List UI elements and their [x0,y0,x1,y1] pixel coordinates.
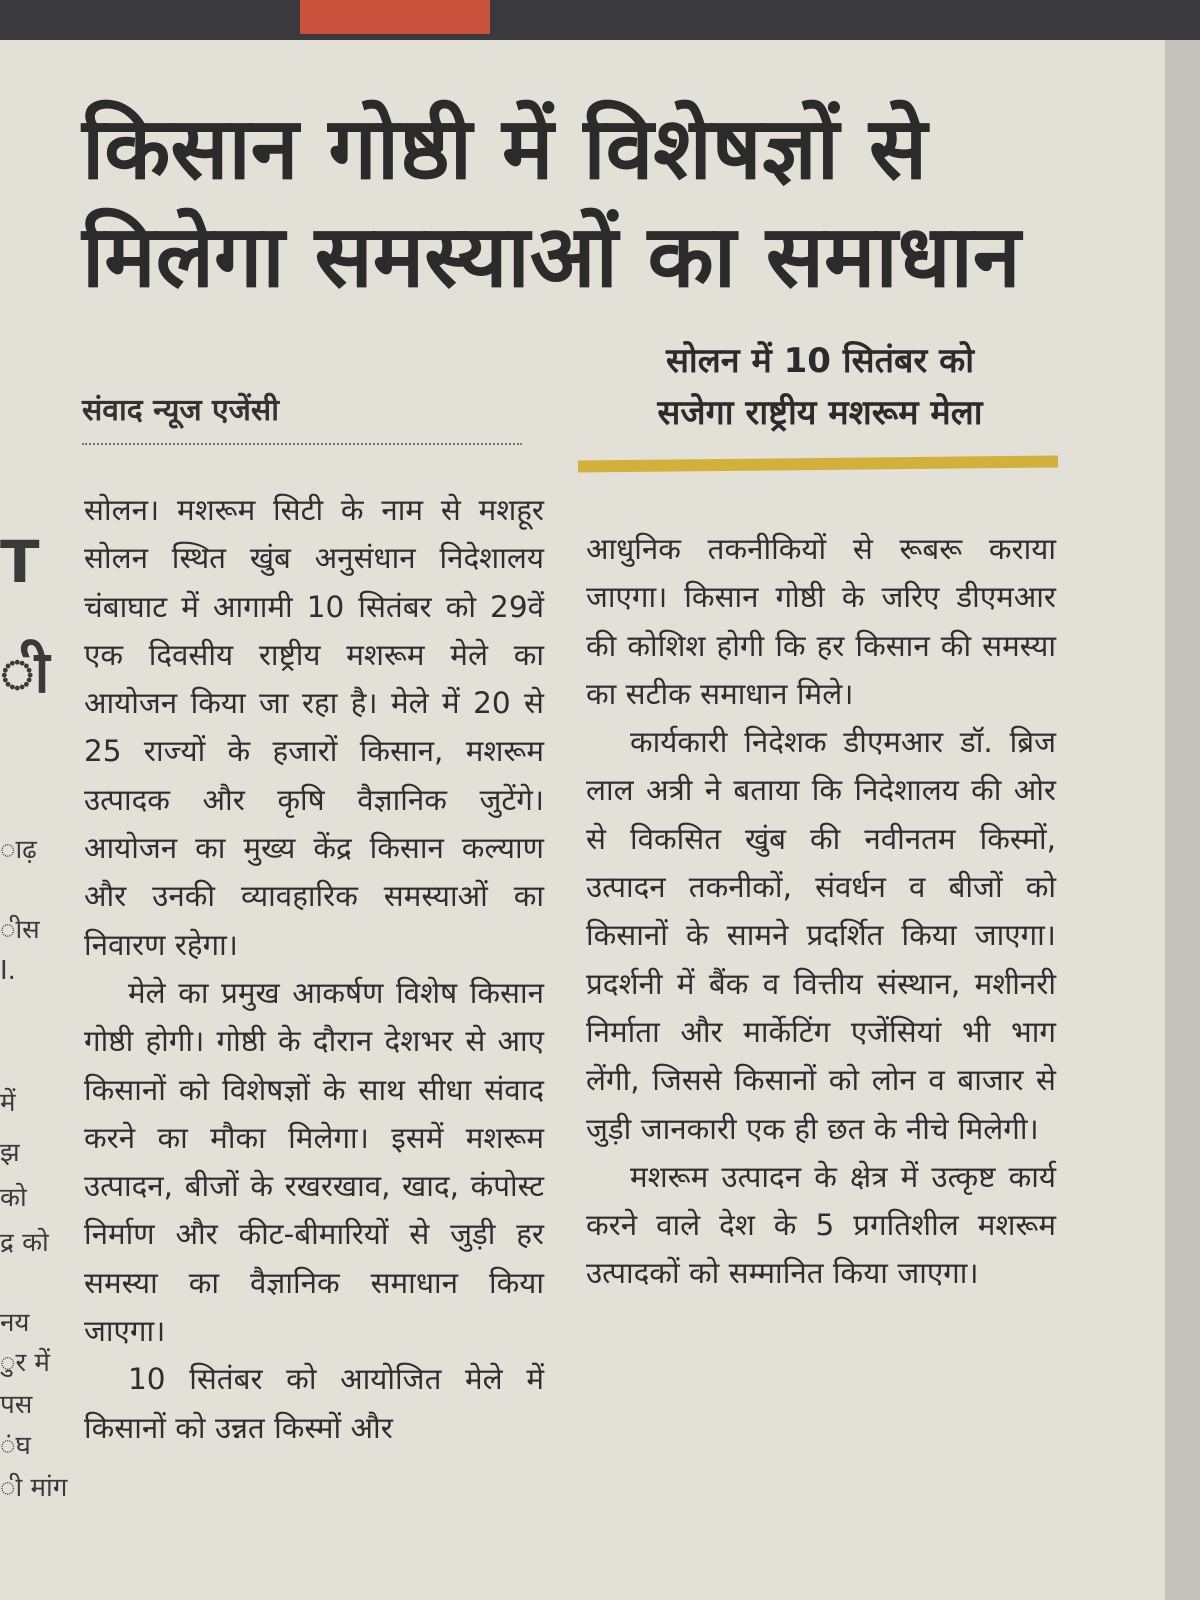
paragraph: सोलन। मशरूम सिटी के नाम से मशहूर सोलन स्थित खुंब अनुसंधान निदेशालय चंबाघाट में आगामी 10 सितंबर को 29वें एक दिवसीय राष्ट्रीय मशरूम मेले का आयोजन किया जा रहा है। मेले में 20 से 25 राज्यों के हजारों किसान, मशरूम उत्पादक और कृषि वैज्ञानिक जुटेंगे। आयोजन का मुख्य केंद्र किसान कल्याण और उनकी व्यावहारिक समस्याओं का निवारण रहेगा। [84,493,544,962]
gutter-fragment: ीस [0,915,40,945]
gutter-fragment: नय [0,1308,30,1338]
subheadline [600,335,1040,439]
gutter-fragment: पस [0,1390,33,1420]
gutter-fragment: द्र को [0,1228,49,1258]
subheadline-line: सजेगा राष्ट्रीय मशरूम मेला [657,393,983,433]
gutter-fragment: T [0,528,40,596]
gutter-fragment: ंघ [0,1431,31,1461]
gutter-fragment: को [0,1183,27,1213]
gutter-fragment: ुर में [0,1348,50,1378]
article-column-left [84,486,544,1452]
article-column-right [586,525,1056,1298]
paragraph: आधुनिक तकनीकियों से रूबरू कराया जाएगा। किसान गोष्ठी के जरिए डीएमआर की कोशिश होगी कि हर किसान की समस्या का सटीक समाधान मिले। [586,532,1056,711]
paragraph: मशरूम उत्पादन के क्षेत्र में उत्कृष्ट कार्य करने वाले देश के 5 प्रगतिशील मशरूम उत्पादकों को सम्मानित किया जाएगा। [586,1159,1056,1291]
paragraph: कार्यकारी निदेशक डीएमआर डॉ. ब्रिज लाल अत्री ने बताया कि निदेशालय की ओर से विकसित खुंब की नवीनतम किस्मों, उत्पादन तकनीकों, संवर्धन व बीजों को किसानों के सामने प्रदर्शित किया जाएगा। प्रदर्शनी में बैंक व वित्तीय संस्थान, मशीनरी निर्माता और मार्केटिंग एजेंसियां भी भाग लेंगी, जिससे किसानों को लोन व बाजार से जुड़ी जानकारी एक ही छत के नीचे मिलेगी। [586,725,1056,1146]
adjacent-article-fragments [0,58,68,1600]
page-edge-shadow [1165,40,1200,1600]
gutter-fragment: ी [0,638,50,706]
gutter-fragment: I. [0,956,16,986]
byline: संवाद न्यूज एजेंसी [82,388,522,445]
gutter-fragment: ी मांग [0,1473,68,1503]
paragraph: 10 सितंबर को आयोजित मेले में किसानों को उन्नत किस्मों और [84,1362,544,1445]
headline: किसान गोष्ठी में विशेषज्ञों से मिलेगा समस्याओं का समाधान [82,99,1021,307]
gutter-fragment: में [0,1088,16,1118]
paragraph: मेले का प्रमुख आकर्षण विशेष किसान गोष्ठी होगी। गोष्ठी के दौरान देशभर से आए किसानों को विशेषज्ञों के साथ सीधा संवाद करने का मौका मिलेगा। इसमें मशरूम उत्पादन, बीजों के रखरखाव, खाद, कंपोस्ट निर्माण और कीट-बीमारियों से जुड़ी हर समस्या का वैज्ञानिक समाधान किया जाएगा। [84,975,544,1349]
gutter-fragment: झ [0,1138,20,1168]
top-photo-fragment [300,0,490,34]
subheadline-line: सोलन में 10 सितंबर को [665,341,975,381]
gutter-fragment: ाढ़ [0,835,37,865]
